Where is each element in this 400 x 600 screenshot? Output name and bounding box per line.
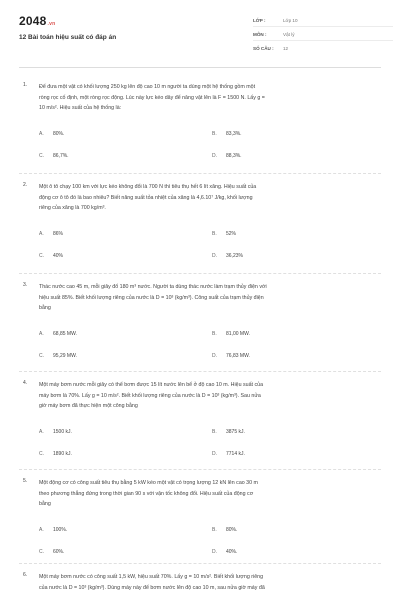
option-letter: C. xyxy=(39,352,44,359)
question-text-line: theo phương thẳng đứng trong thời gian 90 s với vận tốc không đổi. Hiệu suất của động cơ xyxy=(39,490,254,497)
question-text-line: máy bơm là 70%. Lấy g = 10 m/s². Biết khối lượng riêng của nước là D = 10³ (kg/m³). Sau nửa xyxy=(39,392,261,399)
answer-option-b[interactable] xyxy=(212,231,236,237)
option-text: 81,00 MW. xyxy=(226,330,250,337)
option-text: 7714 kJ. xyxy=(226,450,245,457)
option-text: 1890 kJ. xyxy=(53,450,72,457)
question-text xyxy=(39,380,381,412)
option-text: 1500 kJ. xyxy=(53,428,72,435)
option-text: 88,3%. xyxy=(226,152,242,159)
answer-option-c[interactable] xyxy=(39,353,77,359)
question-text-line: riêng của xăng là 700 kg/m³. xyxy=(39,205,106,212)
question-number: 6. xyxy=(23,572,28,578)
question-text-line: hiệu suất 85%. Biết khối lượng riêng của nước là D = 10³ (kg/m³). Công suất của trạm thủy điện xyxy=(39,294,264,301)
question-divider xyxy=(19,173,381,174)
option-letter: B. xyxy=(212,330,217,337)
question-number: 4. xyxy=(23,380,28,386)
question-number: 5. xyxy=(23,478,28,484)
option-text: 36,23% xyxy=(226,252,243,259)
logo-text: 2048 xyxy=(19,14,47,28)
question-divider xyxy=(19,371,381,372)
option-text: 80%. xyxy=(226,526,238,533)
option-letter: D. xyxy=(212,252,217,259)
answer-option-a[interactable] xyxy=(39,331,77,337)
meta-value: 12 xyxy=(283,46,289,51)
question-number: 3. xyxy=(23,282,28,288)
option-letter: A. xyxy=(39,230,44,237)
question-text-line: Một ô tô chạy 100 km với lực kéo không đổi là 700 N thì tiêu thụ hết 6 lít xăng. Hiệu suất của xyxy=(39,184,257,190)
option-letter: D. xyxy=(212,352,217,359)
answer-option-d[interactable] xyxy=(212,253,243,259)
question-text-line: của nước là D = 10³ (kg/m³). Dùng máy này để bơm nước lên độ cao 10 m, sau nửa giờ máy đã xyxy=(39,584,265,591)
meta-value: Lớp 10 xyxy=(283,18,298,23)
question-text-line: giờ máy bơm đã thực hiện một công bằng xyxy=(39,403,138,410)
option-letter: B. xyxy=(212,230,217,237)
answer-option-d[interactable] xyxy=(212,549,237,555)
option-letter: B. xyxy=(212,428,217,435)
option-text: 95,29 MW. xyxy=(53,352,77,359)
option-letter: B. xyxy=(212,130,217,137)
option-letter: A. xyxy=(39,526,44,533)
option-letter: C. xyxy=(39,252,44,259)
question-text xyxy=(39,282,381,314)
question-text-line: 10 m/s². Hiệu suất của hệ thống là: xyxy=(39,105,122,112)
option-letter: B. xyxy=(212,526,217,533)
meta-value: Vật lý xyxy=(283,32,295,37)
question-text xyxy=(39,82,381,114)
option-letter: C. xyxy=(39,152,44,159)
answer-option-a[interactable] xyxy=(39,231,63,237)
meta-label: LỚP : xyxy=(253,18,266,23)
answer-option-b[interactable] xyxy=(212,331,250,337)
question-text-line: Một động cơ có công suất tiêu thụ bằng 5 kW kéo một vật có trọng lượng 12 kN lên cao 30 m xyxy=(39,480,258,486)
answer-option-d[interactable] xyxy=(212,353,250,359)
answer-option-b[interactable] xyxy=(212,131,242,137)
option-letter: D. xyxy=(212,152,217,159)
question-divider xyxy=(19,563,381,564)
question-text-line: Một máy bơm nước mỗi giây có thể bơm được 15 lít nước lên bể ở độ cao 10 m. Hiệu suất của xyxy=(39,382,264,388)
option-letter: D. xyxy=(212,548,217,555)
option-text: 40%. xyxy=(226,548,238,555)
option-text: 60%. xyxy=(53,548,65,555)
option-text: 80%. xyxy=(53,130,65,137)
question-text xyxy=(39,182,381,214)
option-letter: D. xyxy=(212,450,217,457)
option-text: 100%. xyxy=(53,526,68,533)
answer-option-a[interactable] xyxy=(39,527,67,533)
option-text: 86% xyxy=(53,230,64,237)
answer-option-d[interactable] xyxy=(212,153,242,159)
option-text: 52% xyxy=(226,230,237,237)
question-text-line: ròng rọc cố định, một ròng rọc động. Lúc này lực kéo dây để nâng vật lên là F = 1500 N. Lấy g = xyxy=(39,94,265,101)
option-text: 40% xyxy=(53,252,64,259)
question-text-line: Một máy bơm nước có công suất 1,5 kW, hiệu suất 70%. Lấy g = 10 m/s². Biết khối lượng riêng xyxy=(39,574,264,580)
answer-option-a[interactable] xyxy=(39,131,64,137)
logo-suffix: .vn xyxy=(47,21,56,27)
question-divider xyxy=(19,469,381,470)
question-text-line: động cơ ô tô đó là bao nhiêu? Biết năng suất tỏa nhiệt của xăng là 4,6.10⁷ J/kg, khối lượng xyxy=(39,194,253,201)
question-text xyxy=(39,572,381,593)
option-text: 3875 kJ. xyxy=(226,428,245,435)
question-text-line: Thác nước cao 45 m, mỗi giây đổ 180 m³ nước. Người ta dùng thác nước làm trạm thủy điện với xyxy=(39,284,267,290)
answer-option-c[interactable] xyxy=(39,153,69,159)
option-letter: A. xyxy=(39,130,44,137)
option-letter: C. xyxy=(39,450,44,457)
option-letter: A. xyxy=(39,330,44,337)
question-divider xyxy=(19,273,381,274)
answer-option-d[interactable] xyxy=(212,451,245,457)
question-text-line: bằng xyxy=(39,501,51,508)
answer-option-c[interactable] xyxy=(39,451,72,457)
answer-option-b[interactable] xyxy=(212,429,245,435)
document-title: 12 Bài toán hiệu suất có đáp án xyxy=(19,34,117,41)
option-text: 86,7%. xyxy=(53,152,69,159)
meta-label: SỐ CÂU : xyxy=(253,46,274,51)
answer-option-a[interactable] xyxy=(39,429,72,435)
question-text-line: Để đưa một vật có khối lượng 250 kg lên độ cao 10 m người ta dùng một hệ thống gồm một xyxy=(39,84,256,90)
option-text: 76,83 MW. xyxy=(226,352,250,359)
question-text xyxy=(39,478,381,510)
option-text: 68,85 MW. xyxy=(53,330,77,337)
answer-option-c[interactable] xyxy=(39,549,64,555)
question-number: 2. xyxy=(23,182,28,188)
answer-option-b[interactable] xyxy=(212,527,237,533)
answer-option-c[interactable] xyxy=(39,253,63,259)
question-number: 1. xyxy=(23,82,28,88)
option-text: 83,3%. xyxy=(226,130,242,137)
option-letter: A. xyxy=(39,428,44,435)
meta-label: MÔN : xyxy=(253,32,267,37)
option-letter: C. xyxy=(39,548,44,555)
question-text-line: bằng xyxy=(39,305,51,312)
